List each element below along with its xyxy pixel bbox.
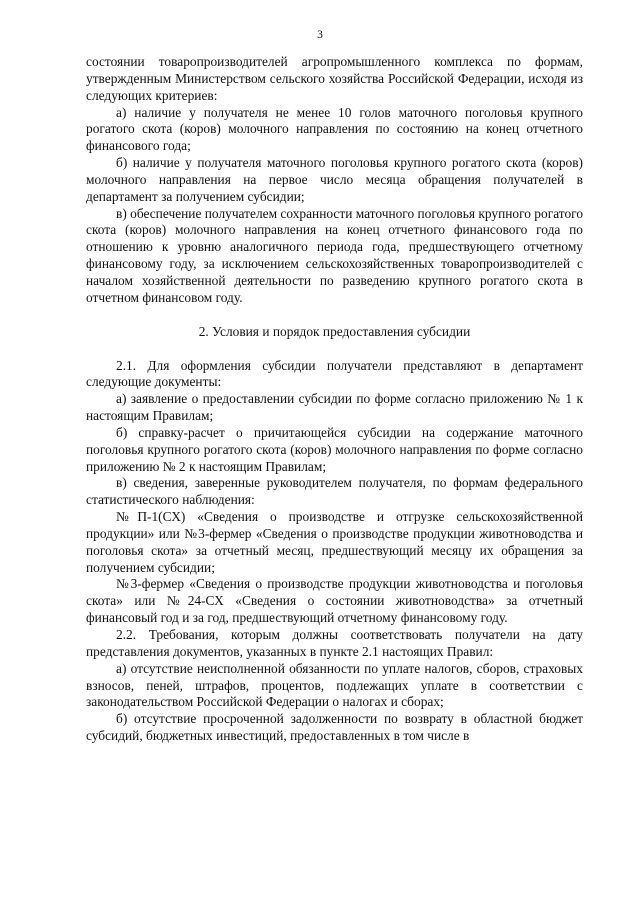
document-body — [86, 54, 583, 745]
paragraph-continuation: состоянии товаропроизводителей агропромышленного комплекса по формам, утвержденным Министерством сельского хозяйства Российской Федерации, исходя из следующих критериев: — [86, 54, 583, 103]
clause-2-1: 2.1. Для оформления субсидии получатели представляют в департамент следующие документы: — [86, 357, 583, 390]
requirement-a: а) отсутствие неисполненной обязанности по уплате налогов, сборов, страховых взносов, пеней, штрафов, процентов, подлежащих уплате в соответствии с законодательством Российской Федерации о налогах и сборах; — [86, 660, 583, 710]
document-item-b: б) справку-расчет о причитающейся субсидии на содержание маточного поголовья крупного рогатого скота (коров) молочного направления по форме согласно приложению № 2 к настоящим Правилам; — [86, 424, 583, 474]
form-p1-sh: №П-1(СХ) «Сведения о производстве и отгрузке сельскохозяйственной продукции» или №3-фермер «Сведения о производстве продукции животноводства и поголовья скота» за отчетный месяц, предшествующий месяцу их обращения за получением субсидии; — [86, 509, 583, 575]
section-heading: 2. Условия и порядок предоставления субсидии — [198, 323, 471, 339]
criterion-b: б) наличие у получателя маточного поголовья крупного рогатого скота (коров) молочного направления на первое число месяца обращения получателей в департамент за получением субсидии; — [86, 155, 583, 204]
page-number: 3 — [317, 29, 323, 41]
clause-2-2: 2.2. Требования, которым должны соответствовать получатели на дату представления документов, указанных в пункте 2.1 настоящих Правил: — [86, 627, 583, 659]
requirement-b: б) отсутствие просроченной задолженности по возврату в областной бюджет субсидий, бюджетных инвестиций, предоставленных в том числе в — [86, 711, 583, 744]
document-item-a: а) заявление о предоставлении субсидии по форме согласно приложению № 1 к настоящим Правилам; — [86, 391, 583, 424]
criterion-c: в) обеспечение получателем сохранности маточного поголовья крупного рогатого скота (коров) молочного направления на конец отчетного финансового года по отношению к уровню аналогичного периода года, предшествующего отчетному финансовому году, за исключением сельскохозяйственных товаропроизводителей с началом хозяйственной деятельности по разведению крупного рогатого скота в отчетном финансовом году. — [86, 205, 584, 305]
criterion-a: а) наличие у получателя не менее 10 голов маточного поголовья крупного рогатого скота (коров) молочного направления по состоянию на конец отчетного финансового года; — [86, 104, 583, 154]
document-item-c: в) сведения, заверенные руководителем получателя, по формам федерального статистического наблюдения: — [86, 475, 583, 508]
form-3-fermer: №3-фермер «Сведения о производстве продукции животноводства и поголовья скота» или №24-СХ «Сведения о состоянии животноводства» за отчетный финансовый год и за год, предшествующий отчетному финансовому году. — [86, 576, 583, 626]
